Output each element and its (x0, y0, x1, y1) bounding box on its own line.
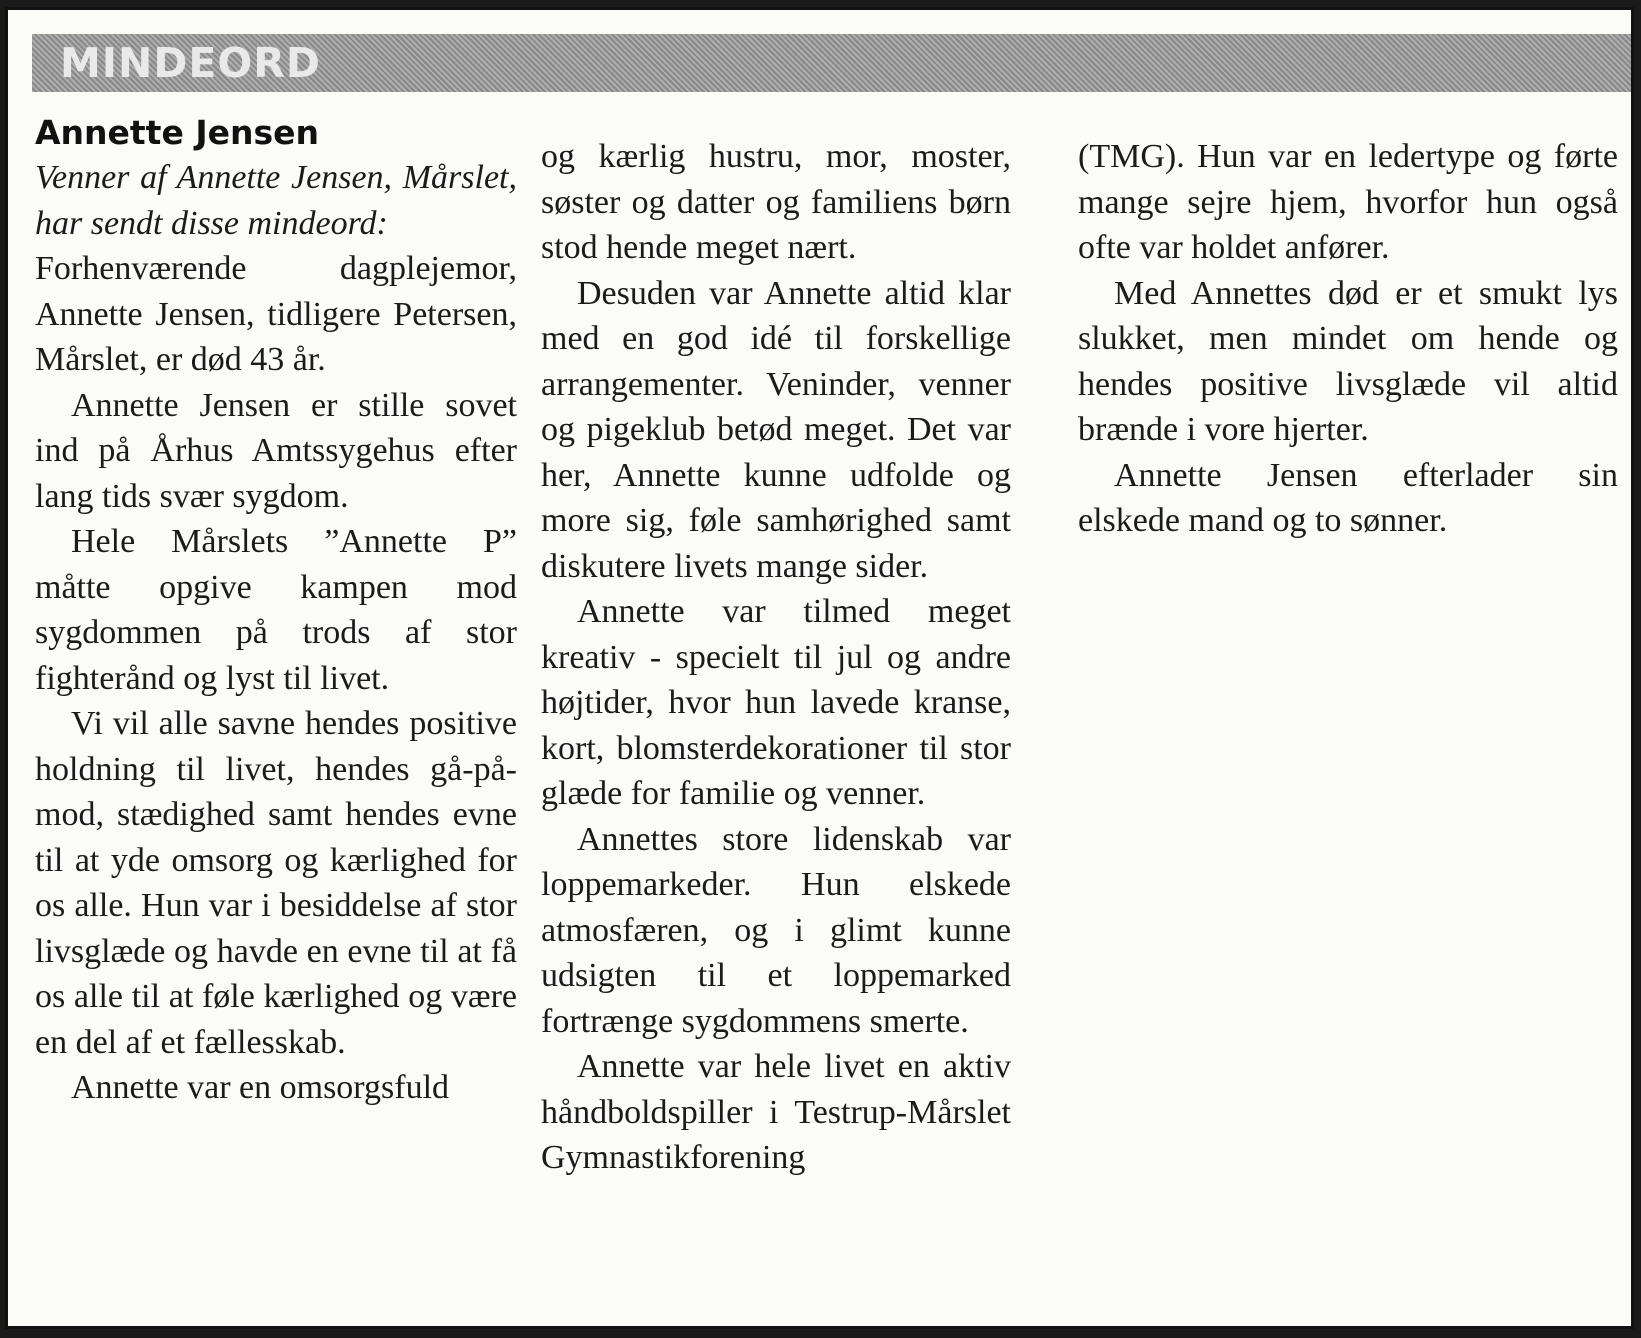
paragraph: Annette var hele livet en aktiv håndboldspiller i Testrup-Mårslet Gymnastikforening (541, 1048, 1011, 1176)
paragraph: Forhenværende dagplejemor, Annette Jensen, tidligere Petersen, Mårslet, er død 43 år. (35, 250, 517, 378)
section-label: MINDEORD (60, 39, 321, 87)
text-column-2 (541, 134, 1011, 1181)
paragraph: Annette var tilmed meget kreativ - specielt til jul og andre højtider, hvor hun lavede kranse, kort, blomsterdekorationer til stor glæde for familie og venner. (541, 593, 1011, 812)
paragraph: Annette Jensen efterlader sin elskede mand og to sønner. (1078, 456, 1618, 539)
paragraph: Med Annettes død er et smukt lys slukket, men mindet om hende og hendes positive livsglæde vil altid brænde i vore hjerter. (1078, 274, 1618, 448)
paragraph: (TMG). Hun var en ledertype og førte mange sejre hjem, hvorfor hun også ofte var holdet anfører. (1078, 138, 1618, 266)
text-column-3 (1078, 134, 1618, 544)
section-banner (32, 34, 1634, 92)
paragraph: Annette Jensen er stille sovet ind på Århus Amtssygehus efter lang tids svær sygdom. (35, 386, 517, 515)
paragraph: Vi vil alle savne hendes positive holdning til livet, hendes gå-på-mod, stædighed samt hendes evne til at yde omsorg og kærlighed for os alle. Hun var i besiddelse af stor livsglæde og havde en evne til at få os alle til at føle kærlighed og være en del af et fællesskab. (35, 705, 517, 1061)
obituary-byline: Venner af Annette Jensen, Mårslet, har sendt disse mindeord: (35, 159, 517, 242)
paragraph: Annettes store lidenskab var loppemarkeder. Hun elskede atmosfæren, og i glimt kunne udsigten til et loppemarked fortrænge sygdommens smerte. (541, 820, 1011, 1040)
text-column-1 (35, 110, 517, 1111)
paragraph: Hele Mårslets ”Annette P” måtte opgive kampen mod sygdommen på trods af stor fighterånd og lyst til livet. (35, 523, 517, 697)
paragraph: Annette var en omsorgsfuld (71, 1069, 450, 1106)
paragraph: og kærlig hustru, mor, moster, søster og datter og familiens børn stod hende meget nært. (541, 138, 1011, 266)
obituary-headline: Annette Jensen (35, 113, 319, 152)
newspaper-clipping (5, 7, 1634, 1329)
paragraph: Desuden var Annette altid klar med en god idé til forskellige arrangementer. Veninder, venner og pigeklub betød meget. Det var her, Annette kunne udfolde og more sig, føle samhørighed samt diskutere livets mange sider. (541, 274, 1011, 585)
